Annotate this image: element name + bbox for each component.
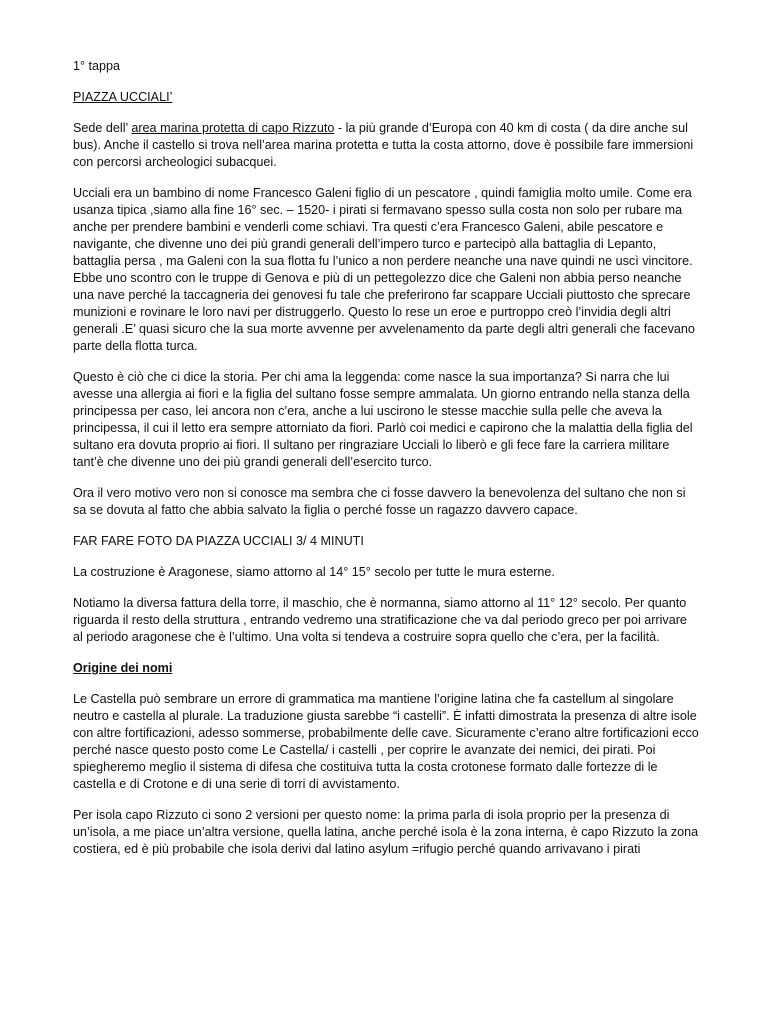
section-heading-piazza: PIAZZA UCCIALI’	[73, 90, 173, 104]
paragraph-motive: Ora il vero motivo vero non si conosce ma sembra che ci fosse davvero la benevolenza del sultano che non si sa se dovuta al fatto che abbia salvato la figlia o perché fosse un ragazzo davvero capace.	[73, 486, 686, 517]
paragraph-legend: Questo è ciò che ci dice la storia. Per chi ama la leggenda: come nasce la sua importanza? Si narra che lui avesse una allergia ai fiori e la figlia del sultano fosse sempre ammalata. Un giorno entrando nella stanza della principessa per caso, lei ancora non c’era, anche a lui uscirono le stesse macchie sulla pelle che aveva la principessa, il cui il letto era sempre attorniato da fiori. Parlò coi medici e capirono che la malattia della figlia del sultano era dovuta proprio ai fiori. Il sultano per ringraziare Ucciali lo liberò e gli fece fare la carriera militare tant’è che divenne uno dei più grandi generali dell’esercito turco.	[73, 370, 693, 469]
paragraph-construction: La costruzione è Aragonese, siamo attorno al 14° 15° secolo per tutte le mura esterne.	[73, 565, 555, 579]
paragraph-intro	[73, 120, 699, 171]
intro-text-end: - la più grande d’Europa con 40 km di costa ( da dire anche sul bus). Anche il castello si trova nell’area marina protetta e tutta la costa attorno, dove è possibile fare immersioni con percorsi archeologici subacquei.	[73, 121, 694, 169]
paragraph-isola-capo-rizzuto: Per isola capo Rizzuto ci sono 2 versioni per questo nome: la prima parla di isola proprio per la presenza di un’isola, a me piace un’altra versione, quella latina, anche perché isola è la zona interna, è capo Rizzuto la zona costiera, ed è più probabile che isola derivi dal latino asylum =rifugio perché quando arrivavano i pirati	[73, 808, 699, 856]
intro-text-start: Sede dell’	[73, 121, 132, 135]
paragraph-history: Ucciali era un bambino di nome Francesco Galeni figlio di un pescatore , quindi famiglia molto umile. Come era usanza tipica ,siamo alla fine 16° sec. – 1520- i pirati si fermavano spesso sulla costa non solo per rubare ma anche per prendere bambini e venderli come schiavi. Tra questi c’era Francesco Galeni, abile pescatore e navigante, che divenne uno dei più grandi generali dell’impero turco e partecipò alla battaglia di Lepanto, battaglia persa , ma Galeni con la sua flotta fu l’unico a non perdere neanche una nave quindi ne uscì vincitore. Ebbe uno scontro con le truppe di Genova e più di un pettegolezzo dice che Galeni non abbia perso neanche una nave perché la taccagneria dei genovesi fu tale che preferirono far scappare Ucciali piuttosto che sprecare munizioni e rovinare le loro navi per distruggerlo. Questo lo rese un eroe e purtroppo creò l’invidia degli altri generali .E’ quasi sicuro che la sua morte avvenne per avvelenamento da parte degli altri generali che facevano parte della flotta turca.	[73, 186, 695, 353]
section-heading-names: Origine dei nomi	[73, 661, 173, 675]
paragraph-tower: Notiamo la diversa fattura della torre, il maschio, che è normanna, siamo attorno al 11° 12° secolo. Per quanto riguarda il resto della struttura , entrando vedremo una stratificazione che va dal periodo greco per poi arrivare al periodo aragonese che è l’ultimo. Una volta si tendeva a costruire sopra quello che c’era, per la facilità.	[73, 596, 687, 644]
document-page	[73, 58, 699, 872]
paragraph-le-castella: Le Castella può sembrare un errore di grammatica ma mantiene l’origine latina che fa castellum al singolare neutro e castella al plurale. La traduzione giusta sarebbe “i castelli”. È infatti dimostrata la presenza di altre isole con altre fortificazioni, adesso sommerse, probabilmente delle cave. Sicuramente c’erano altre fortificazioni ecco perché nasce questo posto come Le Castella/ i castelli , per coprire le avanzate dei nemici, dei pirati. Poi spiegheremo meglio il sistema di difesa che costituiva tutta la costa crotonese formato dalle fortezze di le castella e di Crotone e di una serie di torri di avvistamento.	[73, 692, 699, 791]
photo-instruction: FAR FARE FOTO DA PIAZZA UCCIALI 3/ 4 MINUTI	[73, 534, 364, 548]
marine-area-link: area marina protetta di capo Rizzuto	[131, 121, 335, 135]
stage-label: 1° tappa	[73, 59, 121, 73]
